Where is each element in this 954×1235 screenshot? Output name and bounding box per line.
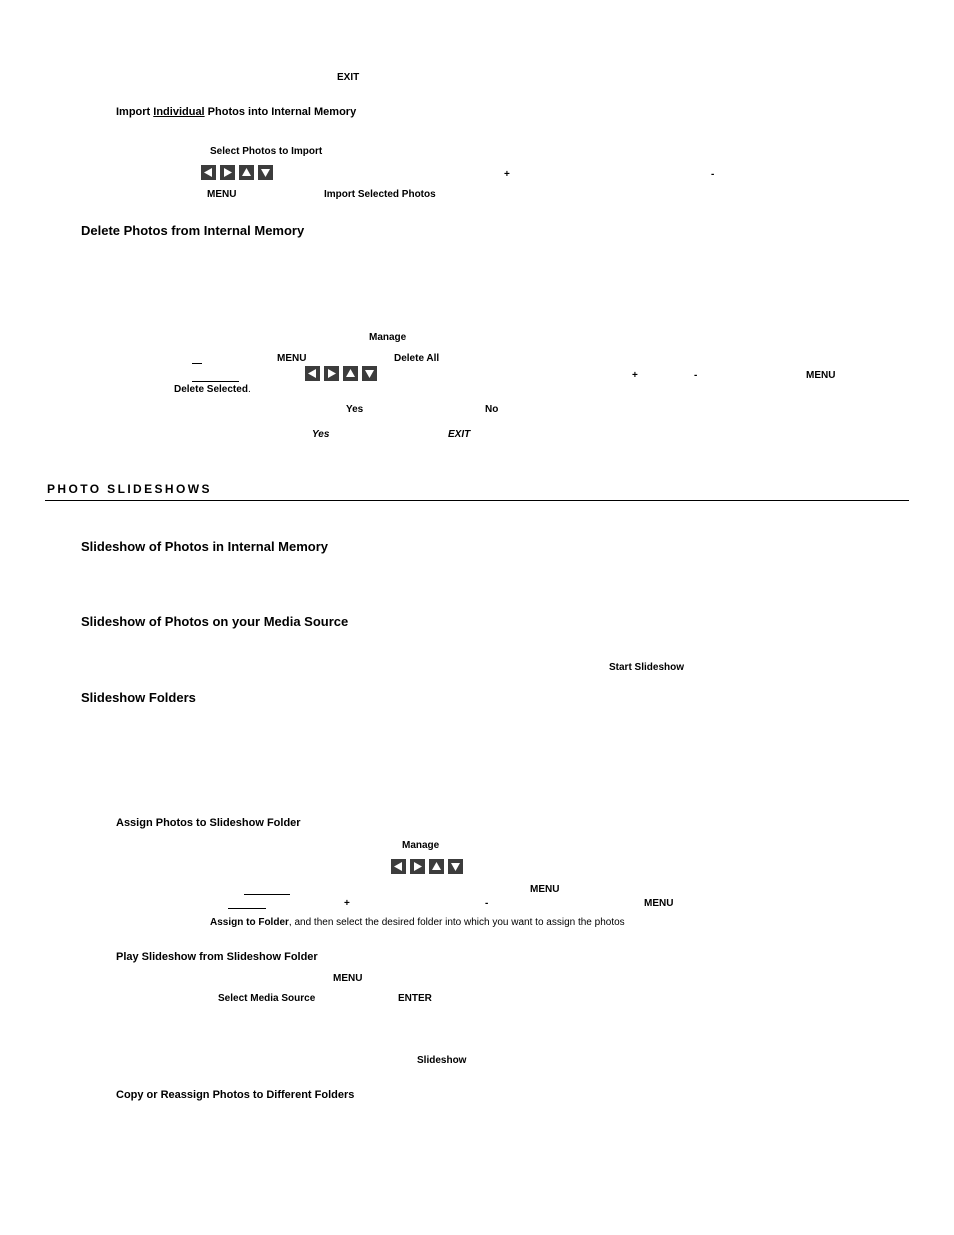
- up-arrow-icon: [429, 859, 444, 874]
- yes-italic-label: Yes: [312, 429, 330, 440]
- up-arrow-icon: [239, 165, 254, 180]
- left-arrow-icon: [305, 366, 320, 381]
- heading-underlined-word: Individual: [153, 106, 205, 118]
- underline-rule: [192, 381, 239, 382]
- right-arrow-icon: [220, 165, 235, 180]
- import-individual-heading: [116, 107, 356, 118]
- navigation-arrows: [201, 165, 273, 180]
- assign-to-folder-line: [210, 918, 625, 928]
- delete-all-label: Delete All: [394, 353, 440, 364]
- media-source-slideshow-heading: Slideshow of Photos on your Media Source: [81, 614, 349, 629]
- right-arrow-icon: [410, 859, 425, 874]
- right-arrow-icon: [324, 366, 339, 381]
- menu-key-label: MENU: [530, 884, 560, 895]
- yes-label: Yes: [346, 404, 364, 415]
- plus-key-label: +: [504, 169, 510, 180]
- exit-italic-label: EXIT: [448, 429, 471, 440]
- down-arrow-icon: [362, 366, 377, 381]
- no-label: No: [485, 404, 499, 415]
- import-selected-label: Import Selected Photos: [324, 189, 436, 200]
- down-arrow-icon: [258, 165, 273, 180]
- left-arrow-icon: [391, 859, 406, 874]
- menu-key-label: MENU: [207, 189, 237, 200]
- select-photos-label: Select Photos to Import: [210, 146, 323, 157]
- slideshow-label: Slideshow: [417, 1055, 467, 1066]
- minus-key-label: -: [711, 169, 715, 180]
- heading-suffix: Photos into Internal Memory: [204, 106, 357, 118]
- manage-label: Manage: [369, 332, 407, 343]
- underline-rule: [192, 363, 202, 364]
- select-media-source-label: Select Media Source: [218, 993, 316, 1004]
- plus-key-label: +: [344, 898, 350, 909]
- internal-memory-slideshow-heading: Slideshow of Photos in Internal Memory: [81, 539, 329, 554]
- slideshow-folders-heading: Slideshow Folders: [81, 690, 196, 705]
- enter-key-label: ENTER: [398, 993, 432, 1004]
- minus-key-label: -: [485, 898, 489, 909]
- menu-key-label: MENU: [806, 370, 836, 381]
- menu-key-label: MENU: [333, 973, 363, 984]
- exit-key-label: EXIT: [337, 72, 360, 83]
- underline-rule: [244, 894, 290, 895]
- manage-label: Manage: [402, 840, 440, 851]
- period: .: [247, 384, 251, 395]
- menu-key-label: MENU: [644, 898, 674, 909]
- play-slideshow-heading: Play Slideshow from Slideshow Folder: [116, 951, 318, 963]
- plus-key-label: +: [632, 370, 638, 381]
- delete-selected-label: Delete Selected: [174, 384, 248, 395]
- delete-selected-line: [174, 385, 251, 395]
- minus-key-label: -: [694, 370, 698, 381]
- section-divider: [45, 500, 909, 501]
- assign-photos-heading: Assign Photos to Slideshow Folder: [116, 817, 301, 829]
- navigation-arrows: [391, 859, 463, 874]
- assign-to-folder-label: Assign to Folder: [210, 917, 289, 928]
- photo-slideshows-section-title: PHOTO SLIDESHOWS: [47, 482, 212, 496]
- underline-rule: [228, 908, 266, 909]
- start-slideshow-label: Start Slideshow: [609, 662, 685, 673]
- copy-reassign-heading: Copy or Reassign Photos to Different Folders: [116, 1089, 355, 1101]
- heading-prefix: Import: [116, 106, 154, 118]
- down-arrow-icon: [448, 859, 463, 874]
- delete-photos-heading: Delete Photos from Internal Memory: [81, 223, 305, 238]
- menu-key-label: MENU: [277, 353, 307, 364]
- left-arrow-icon: [201, 165, 216, 180]
- up-arrow-icon: [343, 366, 358, 381]
- navigation-arrows: [305, 366, 377, 381]
- assign-instruction-text: , and then select the desired folder into which you want to assign the photos: [288, 917, 625, 928]
